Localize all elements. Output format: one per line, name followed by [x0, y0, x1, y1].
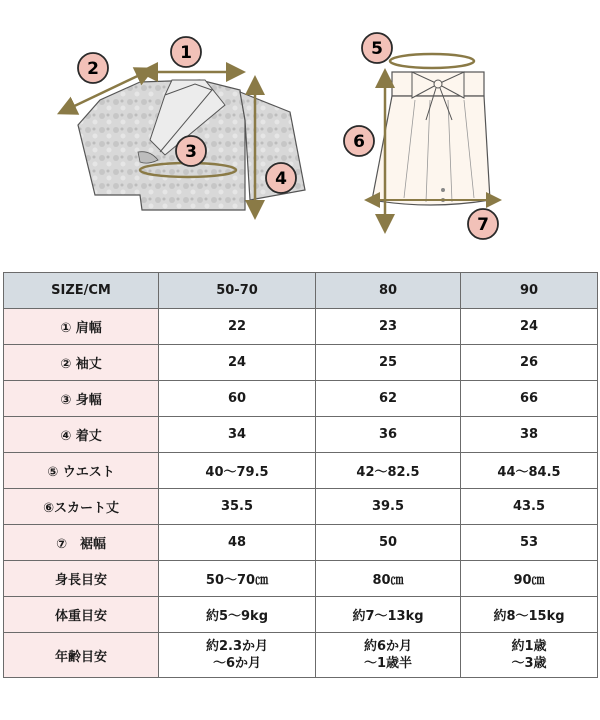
row-label: ② 袖丈 [4, 345, 159, 381]
cell-line: 約1歳 [511, 639, 547, 654]
table-cell: 62 [316, 381, 461, 417]
header-row [4, 273, 598, 309]
header-90: 90 [461, 273, 598, 309]
skirt-drawing [372, 72, 490, 205]
row-label: ⑥スカート丈 [4, 489, 159, 525]
row-label: 体重目安 [4, 597, 159, 633]
table-cell: 60 [159, 381, 316, 417]
table-cell: 22 [159, 309, 316, 345]
table-cell: 50～70㎝ [159, 561, 316, 597]
table-cell: 80㎝ [316, 561, 461, 597]
marker-5 [362, 33, 392, 63]
marker-1 [171, 37, 201, 67]
table-row [4, 597, 598, 633]
svg-text:2: 2 [87, 59, 99, 79]
table-row [4, 525, 598, 561]
row-label: ① 肩幅 [4, 309, 159, 345]
svg-text:6: 6 [353, 132, 365, 152]
table-cell [159, 633, 316, 678]
table-cell: 約8～15kg [461, 597, 598, 633]
table-row [4, 453, 598, 489]
svg-text:3: 3 [185, 142, 197, 162]
table-row [4, 345, 598, 381]
table-cell: 24 [461, 309, 598, 345]
table-cell: 34 [159, 417, 316, 453]
marker-3 [176, 136, 206, 166]
cell-line: ～1歳半 [363, 656, 413, 671]
table-cell: 40～79.5 [159, 453, 316, 489]
table-row [4, 633, 598, 678]
marker-4 [266, 163, 296, 193]
table-cell [316, 633, 461, 678]
svg-text:1: 1 [180, 43, 192, 63]
table-cell: 90㎝ [461, 561, 598, 597]
svg-text:5: 5 [371, 39, 383, 59]
cell-line: ～6か月 [212, 656, 262, 671]
header-50-70: 50-70 [159, 273, 316, 309]
table-cell: 26 [461, 345, 598, 381]
table-cell: 25 [316, 345, 461, 381]
marker-2 [78, 53, 108, 83]
cell-line: 約2.3か月 [205, 639, 269, 654]
table-row [4, 309, 598, 345]
garment-illustration [0, 0, 600, 260]
header-80: 80 [316, 273, 461, 309]
waist-loop [390, 54, 474, 68]
table-cell: 50 [316, 525, 461, 561]
table-cell: 53 [461, 525, 598, 561]
table-row [4, 489, 598, 525]
marker-6 [344, 126, 374, 156]
header-size: SIZE/CM [4, 273, 159, 309]
table-row [4, 561, 598, 597]
cell-line: 約6か月 [363, 639, 413, 654]
table-cell: 約5～9kg [159, 597, 316, 633]
row-label: ③ 身幅 [4, 381, 159, 417]
table-cell: 39.5 [316, 489, 461, 525]
table-row [4, 417, 598, 453]
svg-text:4: 4 [275, 169, 287, 189]
table-cell: 44～84.5 [461, 453, 598, 489]
table-cell: 23 [316, 309, 461, 345]
table-cell: 36 [316, 417, 461, 453]
table-cell: 66 [461, 381, 598, 417]
table-cell: 38 [461, 417, 598, 453]
table-row [4, 381, 598, 417]
row-label: 年齢目安 [4, 633, 159, 678]
row-label: ④ 着丈 [4, 417, 159, 453]
table-cell: 42～82.5 [316, 453, 461, 489]
table-cell: 35.5 [159, 489, 316, 525]
table-cell: 約7～13kg [316, 597, 461, 633]
table-cell: 43.5 [461, 489, 598, 525]
row-label: ⑤ ウエスト [4, 453, 159, 489]
size-table [3, 272, 598, 678]
row-label: 身長目安 [4, 561, 159, 597]
table-cell: 48 [159, 525, 316, 561]
cell-line: ～3歳 [511, 656, 547, 671]
svg-text:7: 7 [477, 215, 489, 235]
table-cell: 24 [159, 345, 316, 381]
table-cell [461, 633, 598, 678]
marker-7 [468, 209, 498, 239]
row-label: ⑦ 裾幅 [4, 525, 159, 561]
